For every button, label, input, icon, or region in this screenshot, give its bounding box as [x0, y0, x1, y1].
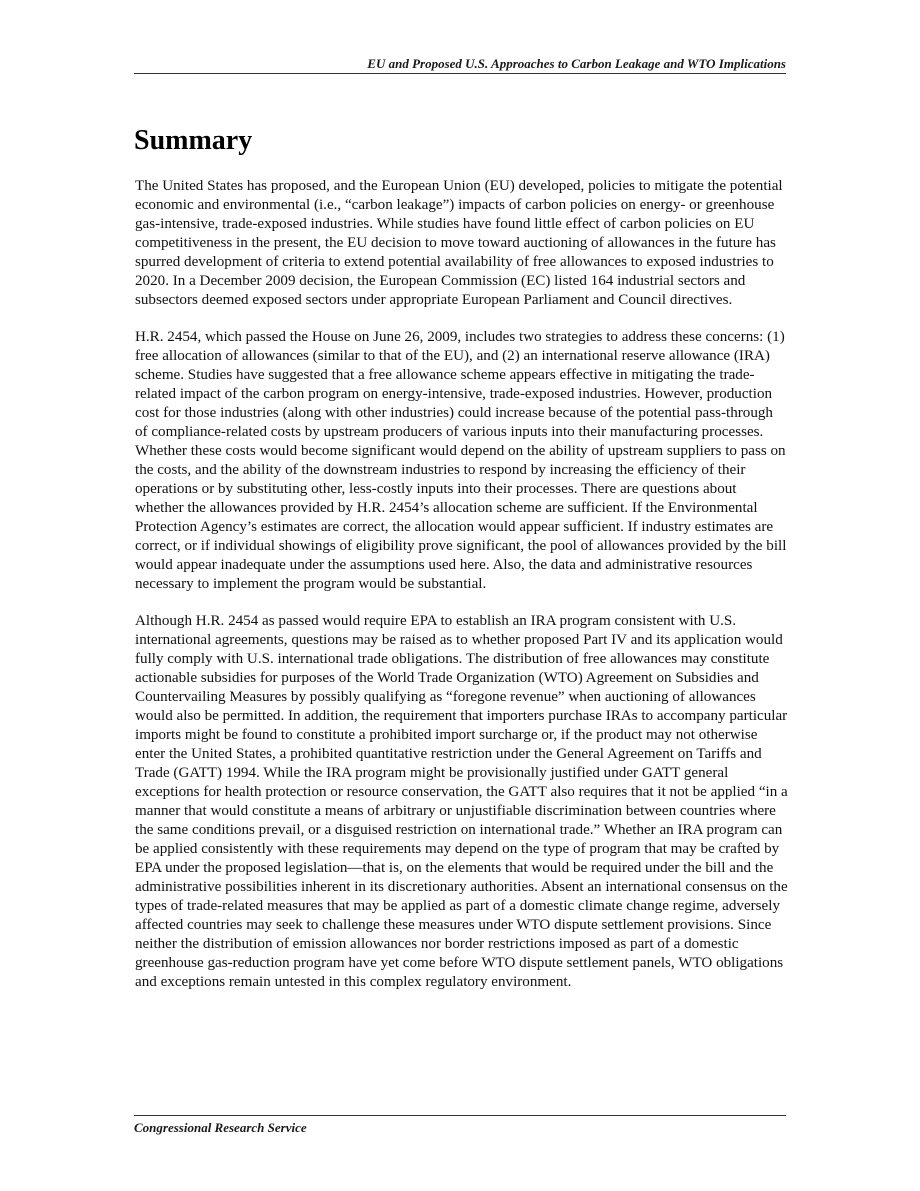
- running-header: [134, 56, 786, 74]
- summary-body: [135, 177, 788, 1010]
- summary-paragraph-2: H.R. 2454, which passed the House on June 26, 2009, includes two strategies to address these concerns: (1) free allocation of allowances (similar to that of the EU), and (2) an international reserve allowance (IRA) scheme. Studies have suggested that a free allowance scheme appears effective in mitigating the trade-related impact of the carbon program on energy-intensive, trade-exposed industries. However, production cost for those industries (along with other industries) could increase because of the potential pass-through of compliance-related costs by upstream producers of various inputs into their manufacturing processes. Whether these costs would become significant would depend on the ability of upstream suppliers to pass on the costs, and the ability of the downstream industries to respond by increasing the efficiency of their operations or by substituting other, less-costly inputs into their processes. There are questions about whether the allowances provided by H.R. 2454’s allocation scheme are sufficient. If the Environmental Protection Agency’s estimates are correct, the allocation would appear sufficient. If industry estimates are correct, or if individual showings of eligibility prove significant, the pool of allowances provided by the bill would appear inadequate under the assumptions used here. Also, the data and administrative resources necessary to implement the program would be substantial.: [135, 329, 787, 592]
- footer-publisher: Congressional Research Service: [134, 1120, 307, 1135]
- summary-paragraph-3: Although H.R. 2454 as passed would require EPA to establish an IRA program consistent with U.S. international agreements, questions may be raised as to whether proposed Part IV and its application would fully comply with U.S. international trade obligations. The distribution of free allowances may constitute actionable subsidies for purposes of the World Trade Organization (WTO) Agreement on Subsidies and Countervailing Measures by possibly qualifying as “foregone revenue” when auctioning of allowances would also be permitted. In addition, the requirement that importers purchase IRAs to accompany particular imports might be found to constitute a prohibited import surcharge or, if the product may not otherwise enter the United States, a prohibited quantitative restriction under the General Agreement on Tariffs and Trade (GATT) 1994. While the IRA program might be provisionally justified under GATT general exceptions for health protection or resource conservation, the GATT also requires that it not be applied “in a manner that would constitute a means of arbitrary or unjustifiable discrimination between countries where the same conditions prevail, or a disguised restriction on international trade.” Whether an IRA program can be applied consistently with these requirements may depend on the type of program that may be crafted by EPA under the proposed legislation—that is, on the elements that would be required under the bill and the administrative possibilities inherent in its discretionary authorities. Absent an international consensus on the types of trade-related measures that may be applied as part of a domestic climate change regime, adversely affected countries may seek to challenge these measures under WTO dispute settlement provisions. Since neither the distribution of emission allowances nor border restrictions imposed as part of a domestic greenhouse gas-reduction program have yet come before WTO dispute settlement panels, WTO obligations and exceptions remain untested in this complex regulatory environment.: [135, 613, 788, 990]
- page-footer: [134, 1115, 786, 1136]
- header-divider: [134, 73, 786, 74]
- summary-paragraph-1: The United States has proposed, and the European Union (EU) developed, policies to mitigate the potential economic and environmental (i.e., “carbon leakage”) impacts of carbon policies on energy- or greenhouse gas-intensive, trade-exposed industries. While studies have found little effect of carbon policies on EU competitiveness in the present, the EU decision to move toward auctioning of allowances in the future has spurred development of criteria to extend potential availability of free allowances to exposed industries to 2020. In a December 2009 decision, the European Commission (EC) listed 164 industrial sectors and subsectors deemed exposed sectors under appropriate European Parliament and Council directives.: [135, 178, 783, 308]
- section-title: Summary: [134, 125, 253, 156]
- running-header-title: EU and Proposed U.S. Approaches to Carbon Leakage and WTO Implications: [367, 56, 786, 71]
- footer-divider: [134, 1115, 786, 1116]
